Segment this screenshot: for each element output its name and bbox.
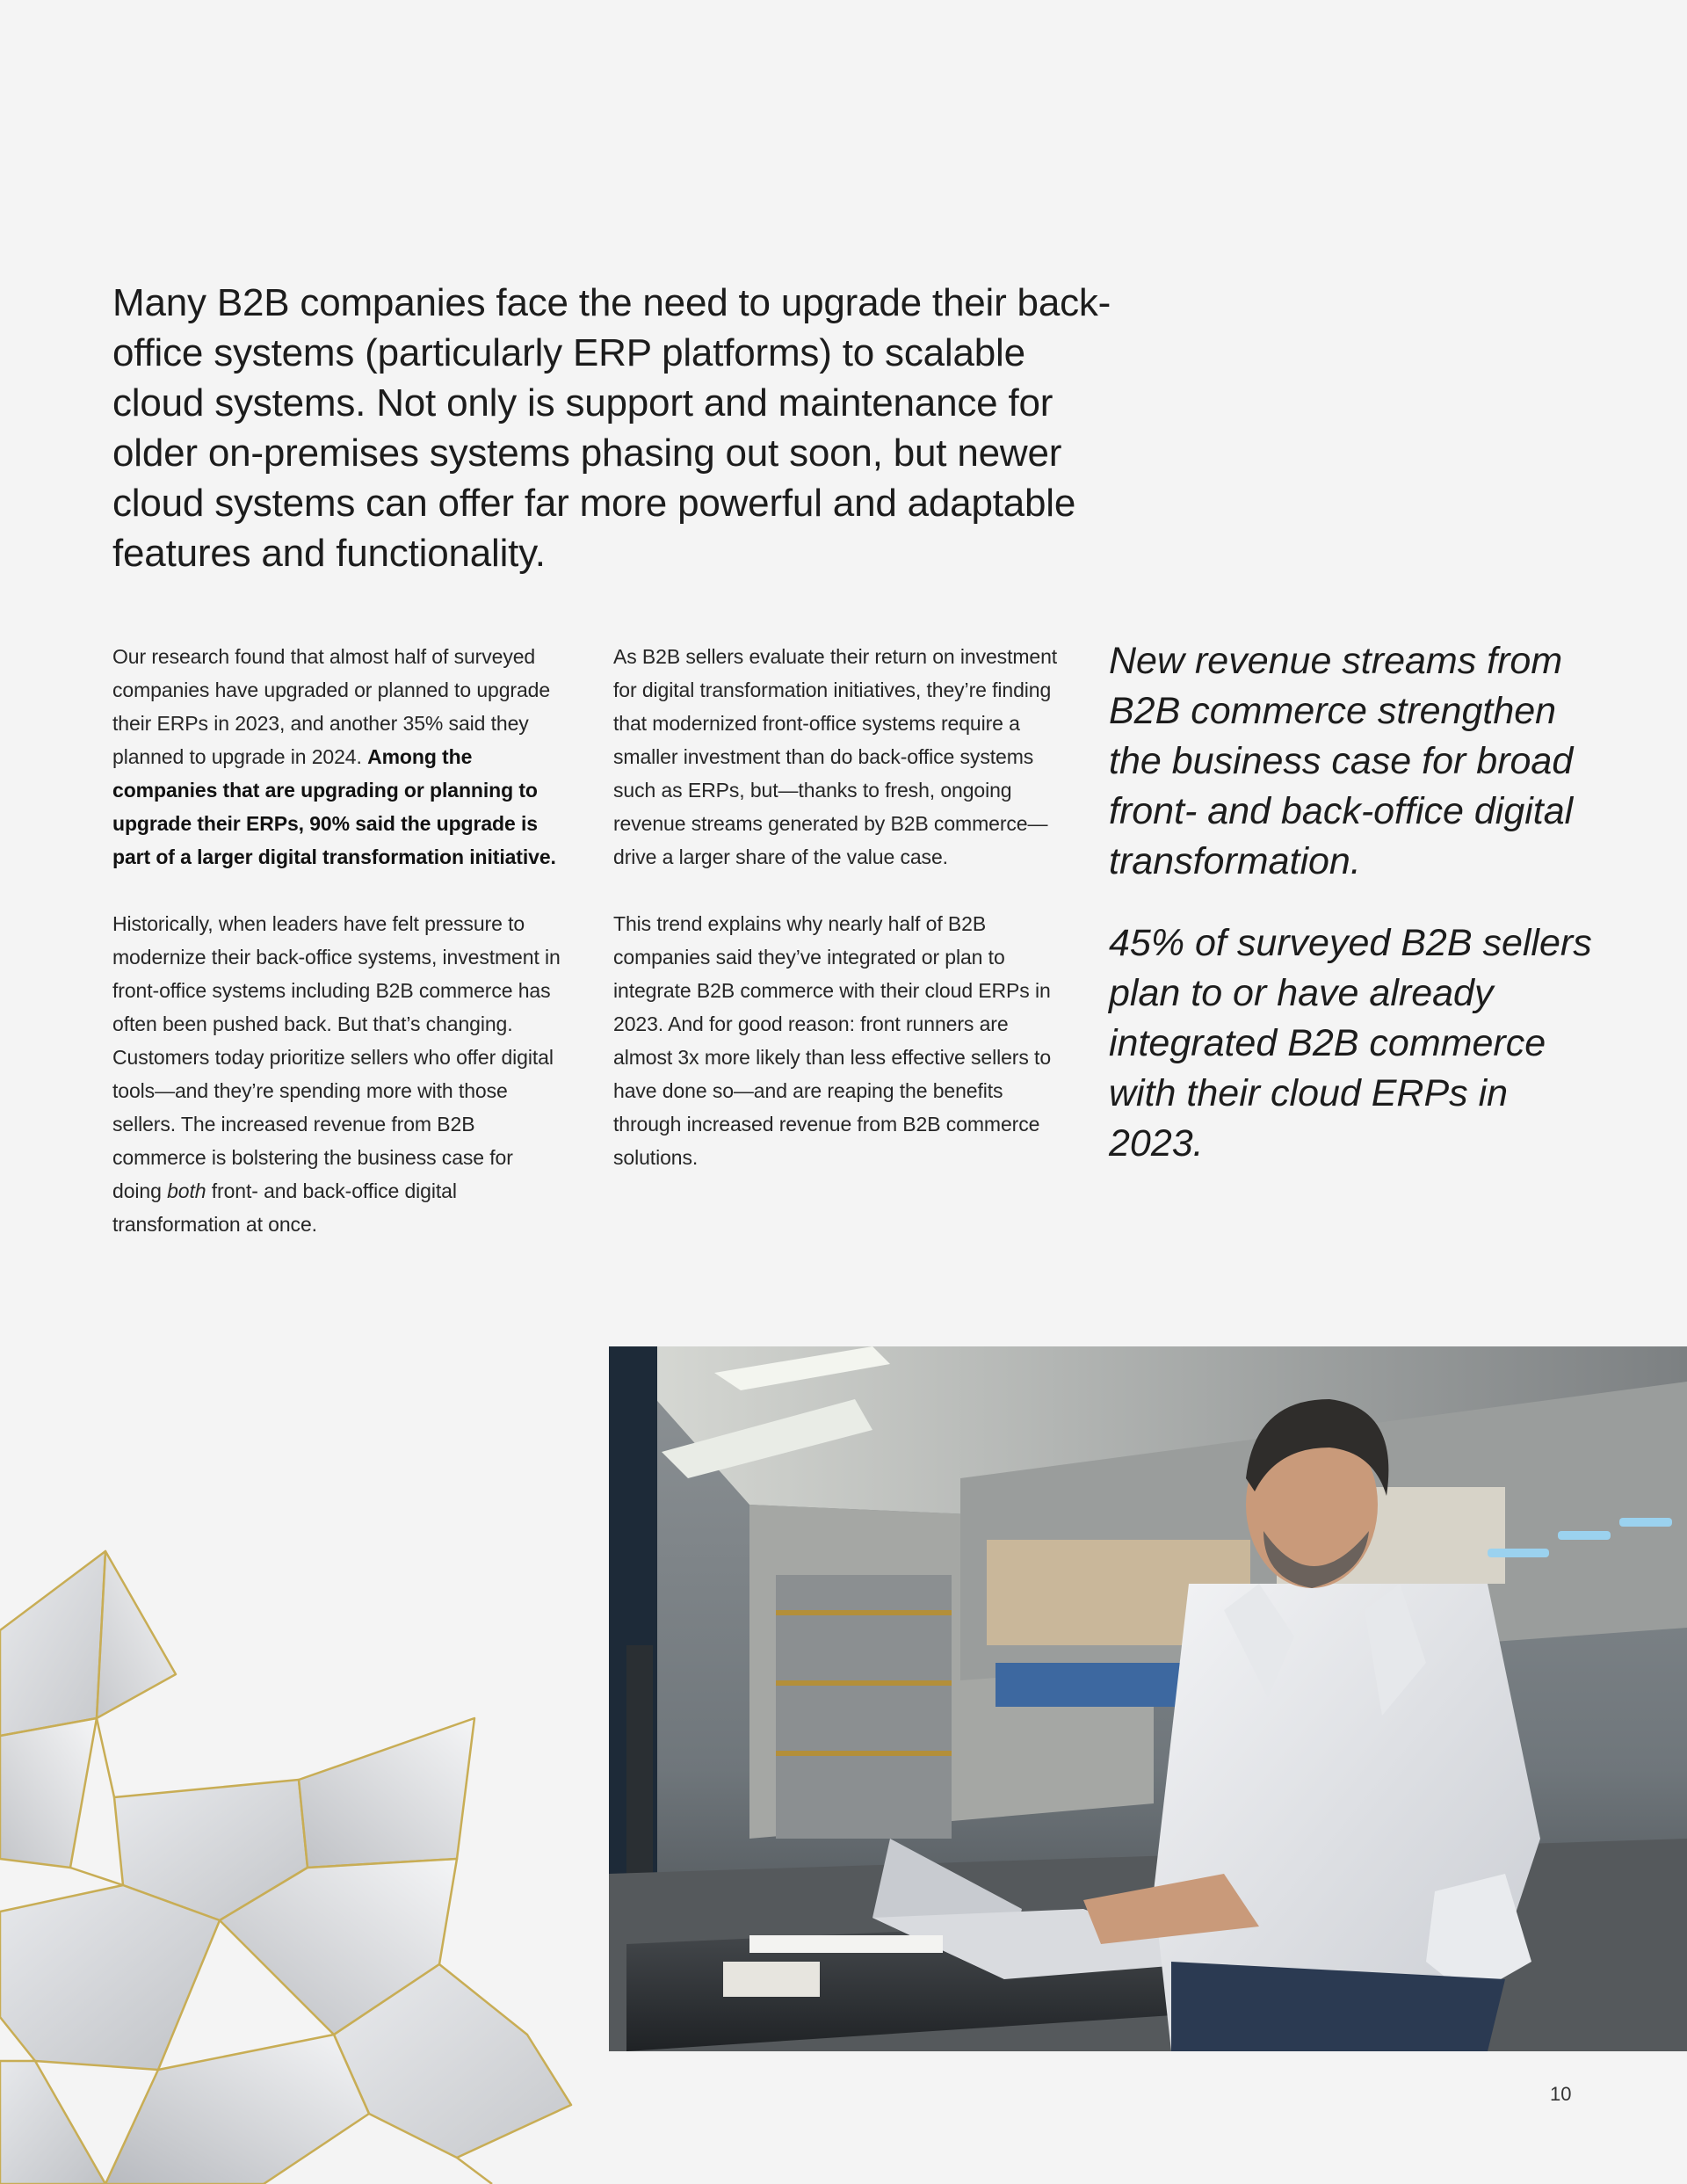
body-column-1 (112, 640, 565, 1274)
body-column-2 (613, 640, 1066, 1208)
pull-quote-1: New revenue streams from B2B commerce strengthen the business case for broad front- and back-office digital transformation. (1109, 640, 1574, 882)
col1-paragraph-2 (112, 907, 565, 1241)
lead-paragraph: Many B2B companies face the need to upgrade their back-office systems (particularly ERP platforms) to scalable cloud systems. Not only is support and maintenance for older on-premises systems phasing out soon, but newer cloud systems can offer far more powerful and adaptable features and functionality. (112, 281, 1111, 575)
crystal-decoration (0, 1542, 589, 2184)
col1-p2-text: Historically, when leaders have felt pressure to modernize their back-office systems, investment in front-office systems including B2B commerce has often been pushed back. But that’s changing. Customers today prioritize sellers who offer digital tools—and they’re spending more with those sellers. The increased revenue from B2B commerce is bolstering the business case for doing (112, 912, 561, 1202)
crystal-illustration (0, 1542, 589, 2184)
col1-p2-end: front- and back-office digital transformation at once. (112, 1179, 457, 1236)
col2-paragraph-2: This trend explains why nearly half of B2B companies said they’ve integrated or plan to integrate B2B commerce with their cloud ERPs in 2023. And for good reason: front runners are almost 3x more likely than less effective sellers to have done so—and are reaping the benefits through increased revenue from B2B commerce solutions. (613, 912, 1052, 1169)
col1-p1-bold: Among the companies that are upgrading or planning to upgrade their ERPs, 90% said the upgrade is part of a larger digital transformation initiative. (112, 745, 556, 868)
col1-p2-italic: both (167, 1179, 206, 1202)
col1-p1-text: Our research found that almost half of surveyed companies have upgraded or planned to upgrade their ERPs in 2023, and another 35% said they planned to upgrade in 2024. (112, 645, 551, 768)
warehouse-photo-illustration (609, 1346, 1687, 2051)
warehouse-photo (609, 1346, 1687, 2051)
pull-quote (1109, 636, 1601, 1201)
pull-quote-2: 45% of surveyed B2B sellers plan to or have already integrated B2B commerce with their cloud ERPs in 2023. (1109, 922, 1592, 1165)
col1-paragraph-1 (112, 640, 565, 874)
page-number: 10 (1550, 2083, 1572, 2105)
col2-paragraph-1: As B2B sellers evaluate their return on investment for digital transformation initiatives, they’re finding that modernized front-office systems require a smaller investment than do back-office systems such as ERPs, but—thanks to fresh, ongoing revenue streams generated by B2B commerce—drive a larger share of the value case. (613, 645, 1058, 868)
